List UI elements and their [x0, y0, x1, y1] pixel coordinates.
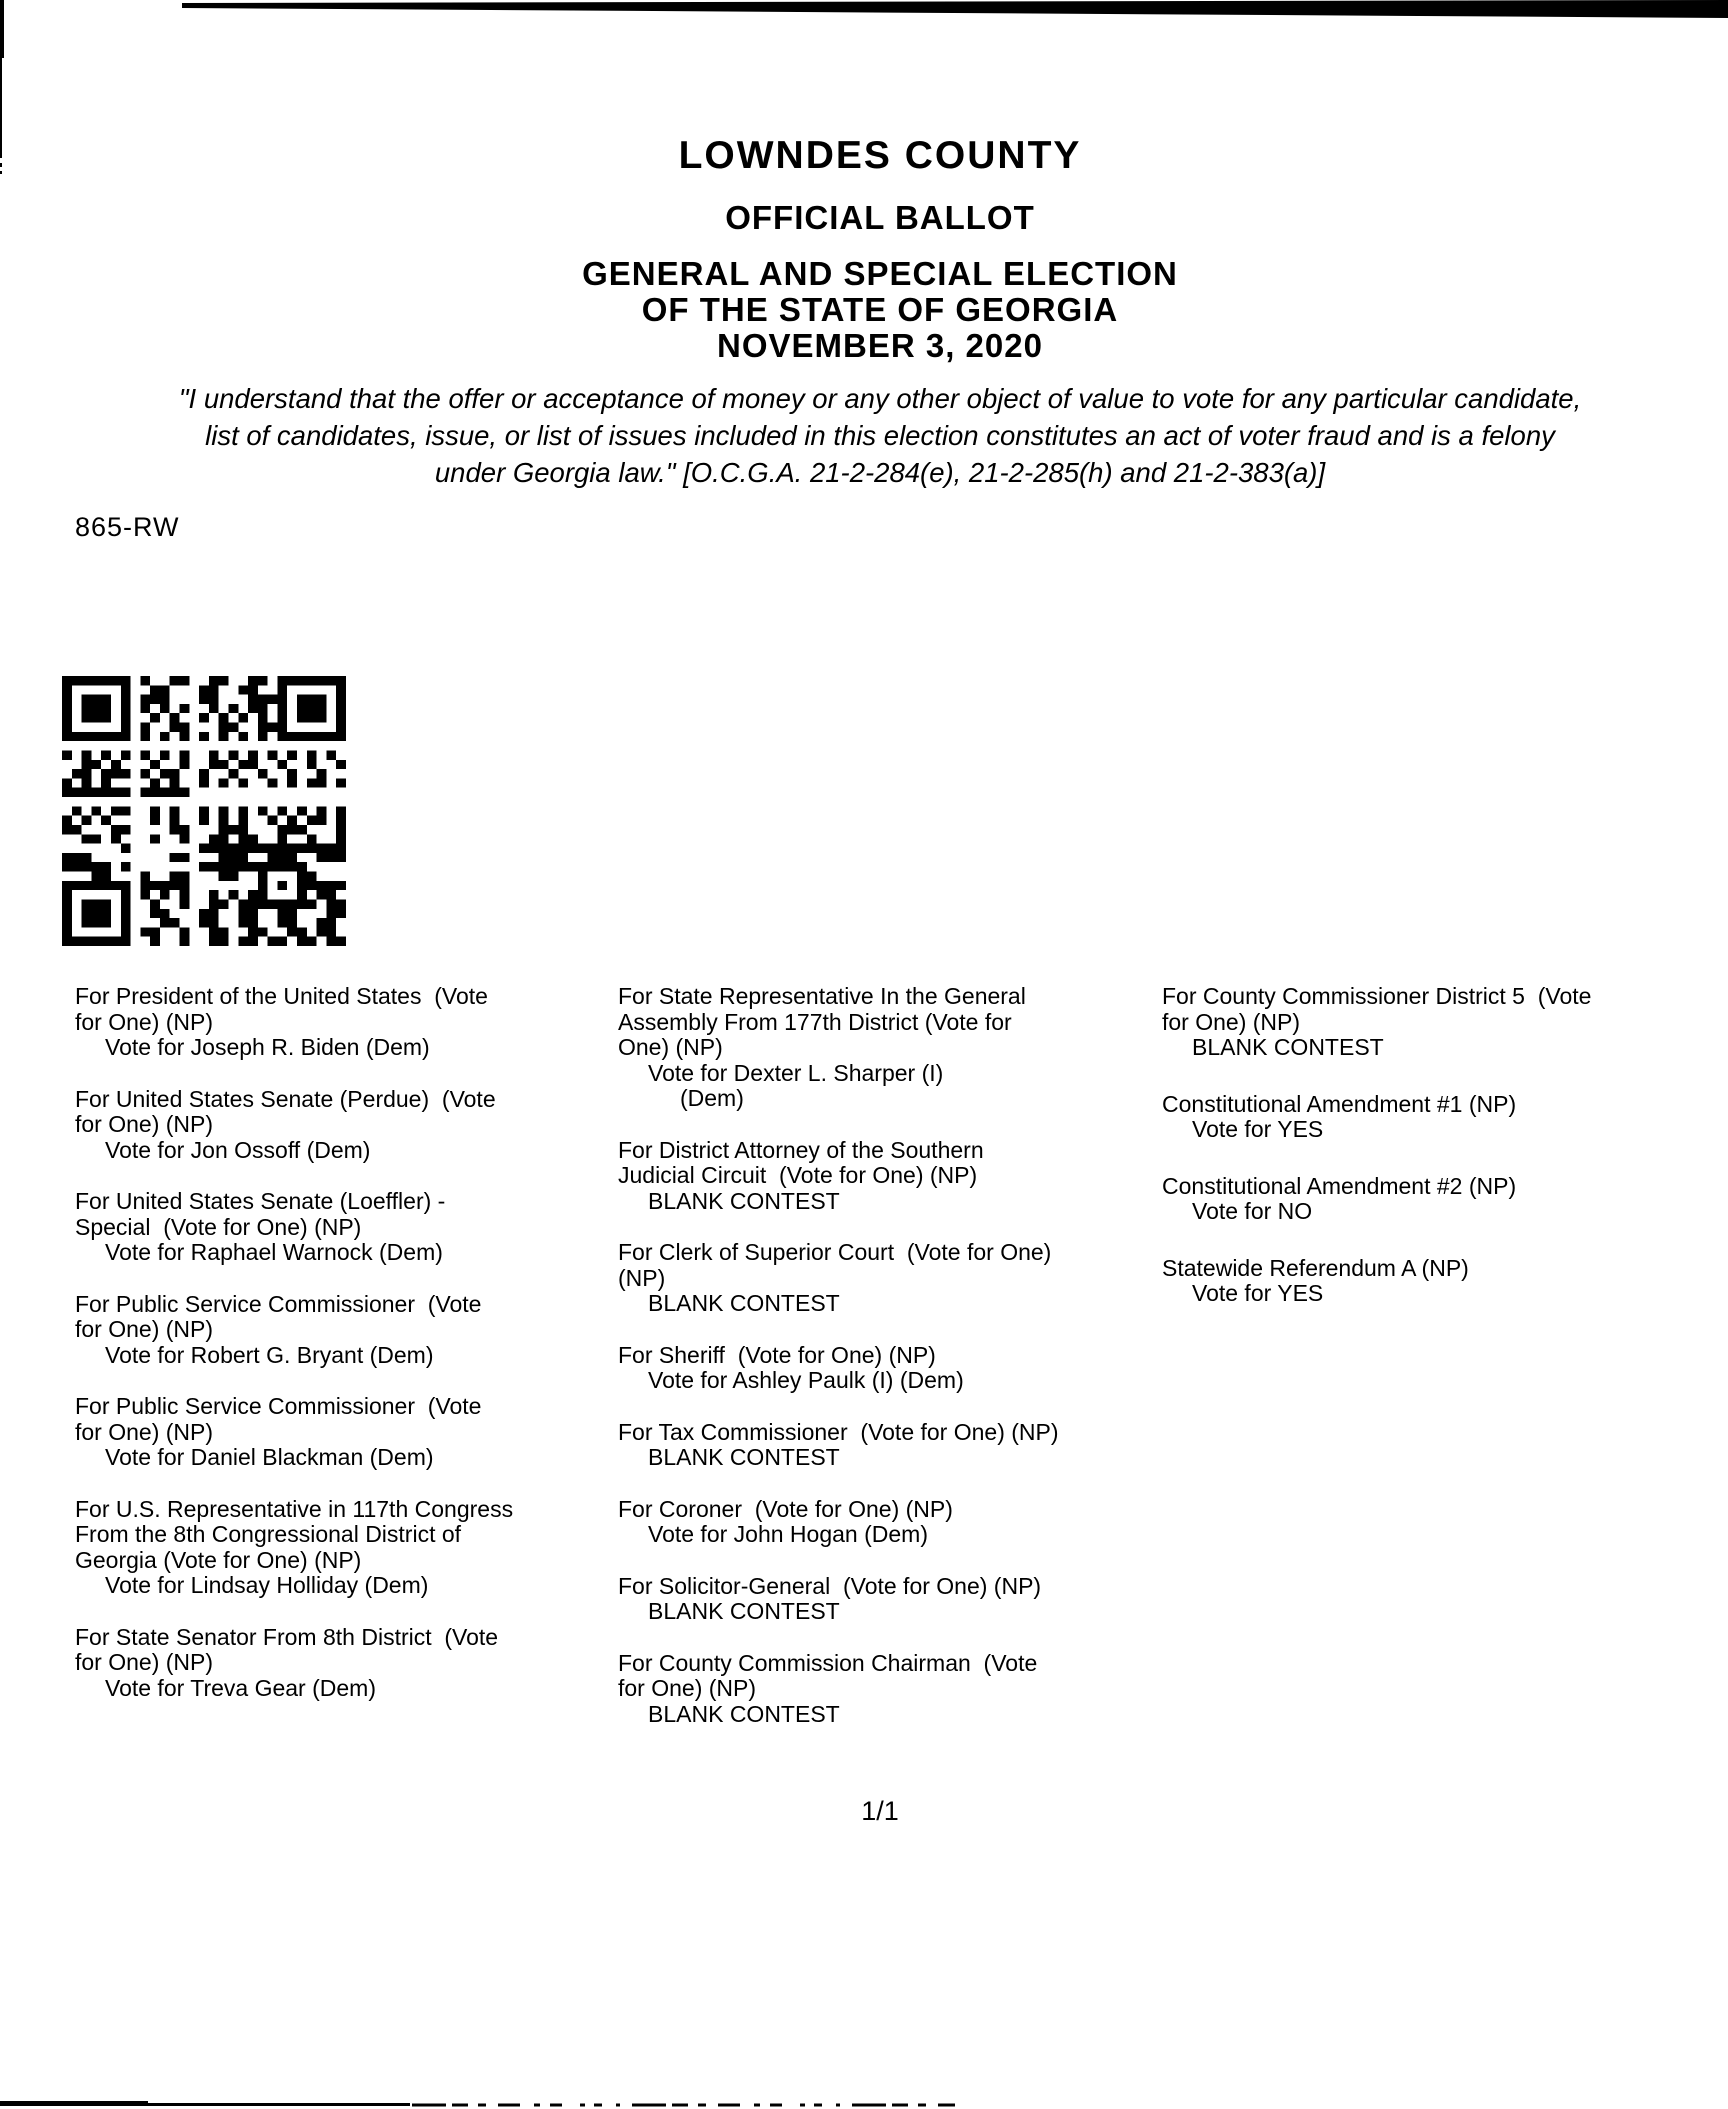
- contest: [75, 1292, 627, 1369]
- contest-column-1: [75, 984, 627, 1727]
- contest-title-line: One) (NP): [618, 1034, 723, 1060]
- contest-title-line: For County Commission Chairman (Vote: [618, 1649, 1038, 1676]
- contest-title-line: For President of the United States (Vote: [75, 983, 488, 1009]
- contest-title-line: Special (Vote for One) (NP): [75, 1213, 362, 1240]
- contest-selection-line: BLANK CONTEST: [648, 1187, 840, 1214]
- contest-title-line: From the 8th Congressional District of: [75, 1521, 462, 1547]
- contest-selection-line: Vote for Ashley Paulk (I) (Dem): [648, 1367, 964, 1393]
- contest: [75, 1497, 627, 1599]
- contest-selection-line: BLANK CONTEST: [1192, 1034, 1384, 1060]
- contest-selection-line: Vote for John Hogan (Dem): [648, 1521, 928, 1547]
- contest: [618, 1651, 1160, 1728]
- contest-title-line: for One) (NP): [75, 1008, 214, 1035]
- contest-selection-line: Vote for Raphael Warnock (Dem): [105, 1239, 443, 1265]
- contest-title-line: for One) (NP): [1162, 1008, 1301, 1035]
- contest-selection-line: Vote for Jon Ossoff (Dem): [105, 1136, 371, 1163]
- election-title-line2: OF THE STATE OF GEORGIA: [641, 291, 1119, 328]
- contest-selection-line: BLANK CONTEST: [648, 1598, 840, 1624]
- contest-selection-line: Vote for YES: [1192, 1116, 1324, 1142]
- contest-title-line: Georgia (Vote for One) (NP): [75, 1546, 362, 1573]
- contest-selection-line: Vote for Joseph R. Biden (Dem): [105, 1034, 430, 1060]
- ballot-type-title: OFFICIAL BALLOT: [725, 199, 1035, 236]
- contest-selection-line: Vote for YES: [1192, 1280, 1324, 1306]
- contest-selection-line: Vote for NO: [1192, 1198, 1313, 1224]
- contest: [618, 1343, 1160, 1394]
- contest: [75, 1394, 627, 1471]
- contest: [618, 1138, 1160, 1215]
- contest-selection-line: (Dem): [680, 1085, 744, 1111]
- contest-title-line: for One) (NP): [75, 1111, 214, 1137]
- contest: [618, 984, 1160, 1112]
- contest-selection-line: BLANK CONTEST: [648, 1444, 840, 1470]
- contest-title-line: Assembly From 177th District (Vote for: [618, 1008, 1012, 1035]
- contest-title-line: (NP): [618, 1264, 666, 1291]
- contest-title-line: For Tax Commissioner (Vote for One) (NP): [618, 1418, 1059, 1445]
- contest-title-line: for One) (NP): [75, 1418, 214, 1445]
- contest-title-line: Statewide Referendum A (NP): [1162, 1254, 1469, 1281]
- contest-title-line: For State Representative In the General: [618, 983, 1026, 1009]
- contest: [618, 1240, 1160, 1317]
- contest-title-line: For United States Senate (Loeffler) -: [75, 1188, 446, 1214]
- contest-title-line: For Coroner (Vote for One) (NP): [618, 1495, 953, 1522]
- contest: [1162, 984, 1728, 1061]
- contest: [618, 1574, 1160, 1625]
- contest: [75, 1087, 627, 1164]
- contest-selection-line: Vote for Treva Gear (Dem): [105, 1674, 376, 1701]
- election-date: NOVEMBER 3, 2020: [717, 327, 1043, 364]
- contest: [75, 984, 627, 1061]
- contest-title-line: For Clerk of Superior Court (Vote for One): [618, 1239, 1052, 1265]
- contest-selection-line: BLANK CONTEST: [648, 1290, 840, 1316]
- contest-title-line: For County Commissioner District 5 (Vote: [1162, 983, 1592, 1009]
- contest: [618, 1420, 1160, 1471]
- contest: [618, 1497, 1160, 1548]
- qr-code-icon: [62, 676, 346, 946]
- contest-title-line: For Solicitor-General (Vote for One) (NP): [618, 1572, 1042, 1599]
- contest-title-line: For Public Service Commissioner (Vote: [75, 1393, 482, 1419]
- contest-selection-line: Vote for Dexter L. Sharper (I): [648, 1059, 944, 1086]
- fraud-notice-line: "I understand that the offer or acceptance of money or any other object of value to vote for any particular candidate,: [178, 383, 1582, 414]
- contest: [75, 1189, 627, 1266]
- scan-artifact-bottom-edge: [0, 2101, 955, 2106]
- contest-title-line: For District Attorney of the Southern: [618, 1136, 984, 1163]
- scan-artifact-top-edge: [182, 0, 1728, 18]
- page-number: 1/1: [861, 1796, 899, 1826]
- contest-selection-line: BLANK CONTEST: [648, 1700, 840, 1727]
- contest: [75, 1625, 627, 1702]
- contest-selection-line: Vote for Lindsay Holliday (Dem): [105, 1572, 429, 1598]
- contest: [1162, 1092, 1728, 1143]
- fraud-notice: [0, 380, 1728, 491]
- fraud-notice-line: under Georgia law." [O.C.G.A. 21-2-284(e), 21-2-285(h) and 21-2-383(a)]: [434, 457, 1326, 488]
- contest-column-2: [618, 984, 1160, 1753]
- fraud-notice-line: list of candidates, issue, or list of issues included in this election constitutes an act of voter fraud and is a felony: [205, 420, 1555, 451]
- county-title: LOWNDES COUNTY: [678, 134, 1082, 177]
- ballot-style-code: 865-RW: [75, 512, 180, 542]
- contest-title-line: For United States Senate (Perdue) (Vote: [75, 1085, 496, 1112]
- contest-title-line: For Public Service Commissioner (Vote: [75, 1290, 482, 1317]
- contest-column-3: [1162, 984, 1728, 1338]
- contest: [1162, 1256, 1728, 1307]
- contest-title-line: Judicial Circuit (Vote for One) (NP): [618, 1162, 978, 1188]
- contest: [1162, 1174, 1728, 1225]
- contest-title-line: For State Senator From 8th District (Vote: [75, 1623, 499, 1650]
- contest-title-line: for One) (NP): [75, 1649, 214, 1675]
- election-title-line1: GENERAL AND SPECIAL ELECTION: [582, 255, 1178, 292]
- contest-title-line: Constitutional Amendment #2 (NP): [1162, 1172, 1517, 1199]
- contest-selection-line: Vote for Daniel Blackman (Dem): [105, 1444, 434, 1470]
- contest-title-line: for One) (NP): [618, 1675, 757, 1701]
- contest-title-line: For U.S. Representative in 117th Congress: [75, 1495, 514, 1522]
- contest-title-line: Constitutional Amendment #1 (NP): [1162, 1090, 1517, 1117]
- contest-title-line: for One) (NP): [75, 1316, 214, 1342]
- contest-selection-line: Vote for Robert G. Bryant (Dem): [105, 1341, 434, 1368]
- contest-title-line: For Sheriff (Vote for One) (NP): [618, 1341, 936, 1368]
